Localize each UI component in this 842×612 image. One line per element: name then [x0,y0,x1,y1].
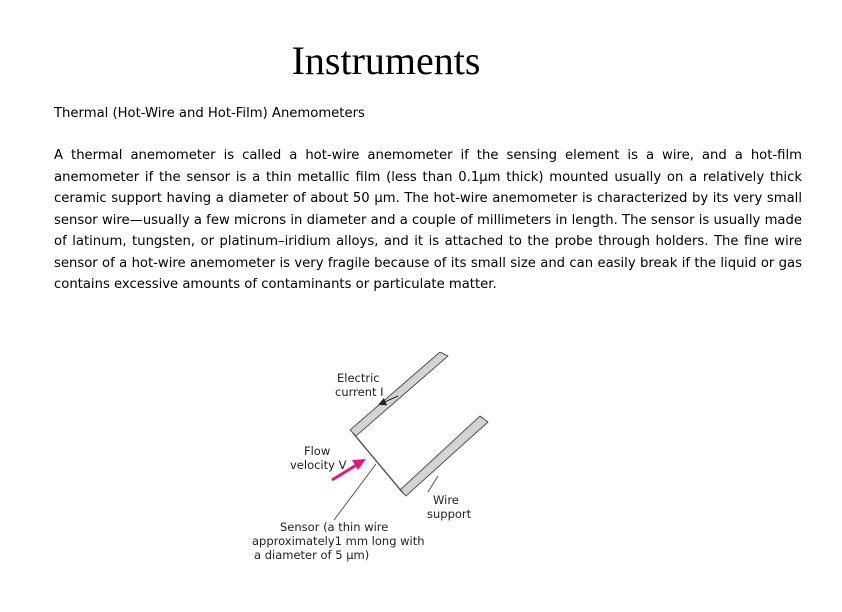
current-label-line2: current I [335,385,384,399]
support-pointer-line [428,476,438,492]
sensor-label-line1: Sensor (a thin wire [280,520,389,534]
sensor-label-line3: a diameter of 5 µm) [254,548,370,562]
current-label-line1: Electric [337,371,380,385]
slide-title: Instruments [291,38,481,83]
hot-wire-anemometer-diagram [250,352,490,572]
section-heading: Thermal (Hot-Wire and Hot-Film) Anemometers [54,106,365,121]
lower-probe-prong [400,416,488,496]
hot-wire-anemometer-figure [250,352,490,572]
sensor-pointer-line [334,464,376,520]
support-label-line2: support [427,507,472,521]
flow-label-line1: Flow [304,444,331,458]
flow-arrow-head [352,459,366,470]
support-label-line1: Wire [433,493,459,507]
sensor-label-line2: approximately1 mm long with [252,534,425,548]
body-paragraph: A thermal anemometer is called a hot-wire anemometer if the sensing element is a wire, and a hot-film anemometer if the sensor is a thin metallic film (less than 0.1µm thick) mounted usually on a relatively thick ceramic support having a diameter of about 50 µm. The hot-wire anemometer is characterized by its very small sensor wire—usually a few microns in diameter and a couple of millimeters in length. The sensor is usually made of latinum, tungsten, or platinum–iridium alloys, and it is attached to the probe through holders. The fine wire sensor of a hot-wire anemometer is very fragile because of its small size and can easily break if the liquid or gas contains excessive amounts of contaminants or particulate matter. [54,148,802,292]
flow-label-line2: velocity V [290,458,347,472]
